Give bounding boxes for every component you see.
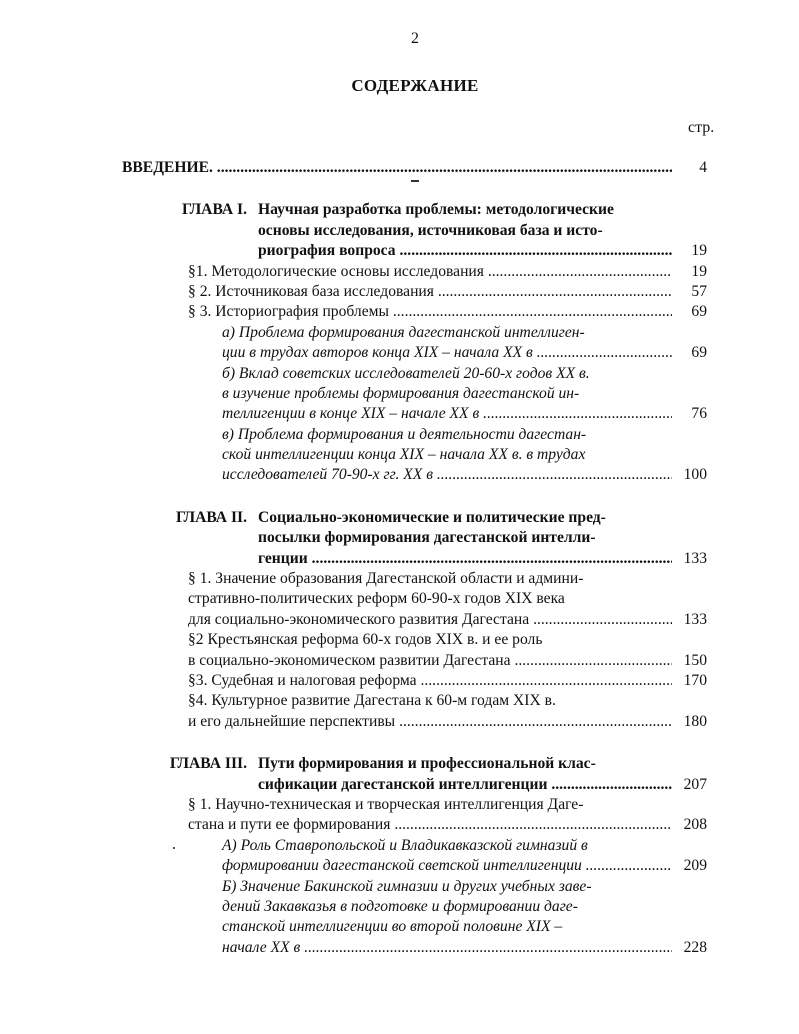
table-of-contents <box>0 158 799 958</box>
toc-line <box>0 445 799 465</box>
toc-entry-text: стративно-политических реформ 60-90-х годов XIX века <box>188 590 565 608</box>
toc-entry-section <box>0 569 799 630</box>
toc-entry-text: в социально-экономическом развитии Дагестана ..... <box>188 651 672 671</box>
toc-line <box>0 221 799 241</box>
toc-entry-text: § 3. Историография проблемы ..... <box>188 302 672 322</box>
toc-line <box>0 549 799 569</box>
toc-entry-text: А) Роль Ставропольской и Владикавказской гимназий в <box>222 836 588 854</box>
toc-entry-text: ции в трудах авторов конца XIX – начала XX в ..... <box>222 343 672 363</box>
toc-entry-chapter <box>0 754 799 795</box>
toc-entry-text: теллигенции в конце XIX – начале XX в ..... <box>222 404 672 424</box>
toc-page-number: 100 <box>683 466 707 484</box>
toc-line <box>0 630 799 650</box>
toc-entry-text: Социально-экономические и политические пред- <box>258 508 606 526</box>
toc-entry-text: Пути формирования и профессиональной клас- <box>258 755 596 773</box>
toc-entry-subsection <box>0 425 799 486</box>
toc-entry-section <box>0 671 799 691</box>
toc-entry-text: §1. Методологические основы исследования ..... <box>188 262 672 282</box>
toc-line <box>0 569 799 589</box>
toc-entry-text: в) Проблема формирования и деятельности дагестан- <box>222 425 587 443</box>
toc-page-number: 69 <box>691 344 707 362</box>
toc-page-number: 228 <box>683 938 707 956</box>
toc-entry-text: §2 Крестьянская реформа 60-х годов XIX в. и ее роль <box>188 631 543 649</box>
toc-entry-text: §4. Культурное развитие Дагестана к 60-м годам XIX в. <box>188 692 556 710</box>
page-title: СОДЕРЖАНИЕ <box>351 76 479 95</box>
toc-line <box>0 323 799 343</box>
toc-entry-text: стана и пути ее формирования ..... <box>188 815 672 835</box>
toc-entry-section <box>0 691 799 732</box>
toc-entry-text: для социально-экономического развития Дагестана ..... <box>188 610 672 630</box>
toc-page-number: 208 <box>683 816 707 834</box>
toc-entry-subsection <box>0 323 799 364</box>
chapter-label: ГЛАВА I. <box>182 201 247 219</box>
toc-entry-text: генции ..... <box>258 549 672 569</box>
toc-entry-text: ВВЕДЕНИЕ. ..... <box>122 158 672 178</box>
toc-entry-text: ской интеллигенции конца XIX – начала XX в. в трудах <box>222 446 586 464</box>
toc-entry-text: §3. Судебная и налоговая реформа ..... <box>188 671 672 691</box>
toc-page-number: 207 <box>683 775 707 793</box>
toc-entry-text: а) Проблема формирования дагестанской интеллиген- <box>222 323 585 341</box>
toc-page-number: 4 <box>699 159 707 176</box>
toc-entry-text: б) Вклад советских исследователей 20-60-х годов XX в. <box>222 364 590 382</box>
toc-entry-text: Б) Значение Бакинской гимназии и других учебных заве- <box>222 877 592 895</box>
toc-line <box>0 465 799 485</box>
toc-line <box>0 200 799 220</box>
toc-page-number: 170 <box>683 671 707 689</box>
chapter-label: ГЛАВА II. <box>175 508 247 526</box>
toc-line <box>0 712 799 732</box>
toc-line <box>0 508 799 528</box>
toc-page-number: 76 <box>691 405 707 423</box>
toc-entry-text: § 1. Значение образования Дагестанской области и админи- <box>188 570 584 588</box>
toc-line <box>0 651 799 671</box>
toc-entry-text: формировании дагестанской светской интеллигенции ..... <box>222 856 672 876</box>
toc-entry-subsection <box>0 836 799 877</box>
toc-line <box>0 384 799 404</box>
toc-entry-text: сификации дагестанской интеллигенции ..... <box>258 775 672 795</box>
toc-entry-text: риография вопроса ..... <box>258 241 672 261</box>
toc-line <box>0 795 799 815</box>
toc-entry-text: посылки формирования дагестанской интелли- <box>258 529 596 547</box>
page-number: 2 <box>411 30 419 47</box>
toc-line <box>0 610 799 630</box>
toc-entry-chapter <box>0 508 799 569</box>
toc-line <box>0 241 799 261</box>
toc-entry-text: § 1. Научно-техническая и творческая интеллигенция Даге- <box>188 795 584 813</box>
toc-line <box>0 754 799 774</box>
toc-page-number: 133 <box>683 610 707 628</box>
toc-entry-section <box>0 795 799 836</box>
toc-entry-text: § 2. Источниковая база исследования ..... <box>188 282 672 302</box>
toc-entry-subsection <box>0 364 799 425</box>
toc-line <box>0 282 799 302</box>
page-column-label: стр. <box>688 119 715 136</box>
toc-entry-section <box>0 282 799 302</box>
toc-page-number: 180 <box>683 712 707 730</box>
toc-entry-intro <box>0 158 799 178</box>
toc-entry-text: и его дальнейшие перспективы ..... <box>188 712 672 732</box>
toc-line <box>0 343 799 363</box>
toc-line <box>0 425 799 445</box>
toc-line <box>0 364 799 384</box>
toc-entry-section <box>0 302 799 322</box>
toc-entry-subsection <box>0 877 799 959</box>
toc-line <box>0 262 799 282</box>
toc-line <box>0 917 799 937</box>
toc-line <box>0 775 799 795</box>
toc-line <box>0 589 799 609</box>
toc-line <box>0 158 799 178</box>
toc-line <box>0 671 799 691</box>
toc-line <box>0 404 799 424</box>
toc-entry-section <box>0 262 799 282</box>
toc-page-number: 19 <box>691 262 707 280</box>
toc-entry-chapter <box>0 200 799 261</box>
toc-line <box>0 877 799 897</box>
toc-page-number: 19 <box>691 242 707 260</box>
toc-entry-text: дений Закавказья в подготовке и формировании даге- <box>222 897 578 915</box>
toc-line <box>0 897 799 917</box>
toc-entry-text: Научная разработка проблемы: методологические <box>258 201 614 219</box>
toc-entry-text: начале XX в ..... <box>222 938 672 958</box>
toc-page-number: 150 <box>683 651 707 669</box>
toc-line <box>0 836 799 856</box>
toc-line <box>0 528 799 548</box>
toc-line <box>0 691 799 711</box>
toc-line <box>0 938 799 958</box>
toc-page-number: 57 <box>691 282 707 300</box>
toc-line <box>0 856 799 876</box>
toc-page-number: 133 <box>683 549 707 567</box>
toc-entry-text: исследователей 70-90-х гг. XX в ..... <box>222 465 672 485</box>
toc-entry-text: станской интеллигенции во второй половине XIX – <box>222 918 563 936</box>
toc-entry-text: в изучение проблемы формирования дагестанской ин- <box>222 384 580 402</box>
toc-page-number: 69 <box>691 303 707 321</box>
toc-line <box>0 815 799 835</box>
toc-line <box>0 302 799 322</box>
toc-entry-text: основы исследования, источниковая база и исто- <box>258 221 603 239</box>
toc-page-number: 209 <box>683 857 707 875</box>
chapter-label: ГЛАВА III. <box>169 755 247 773</box>
toc-entry-section <box>0 630 799 671</box>
